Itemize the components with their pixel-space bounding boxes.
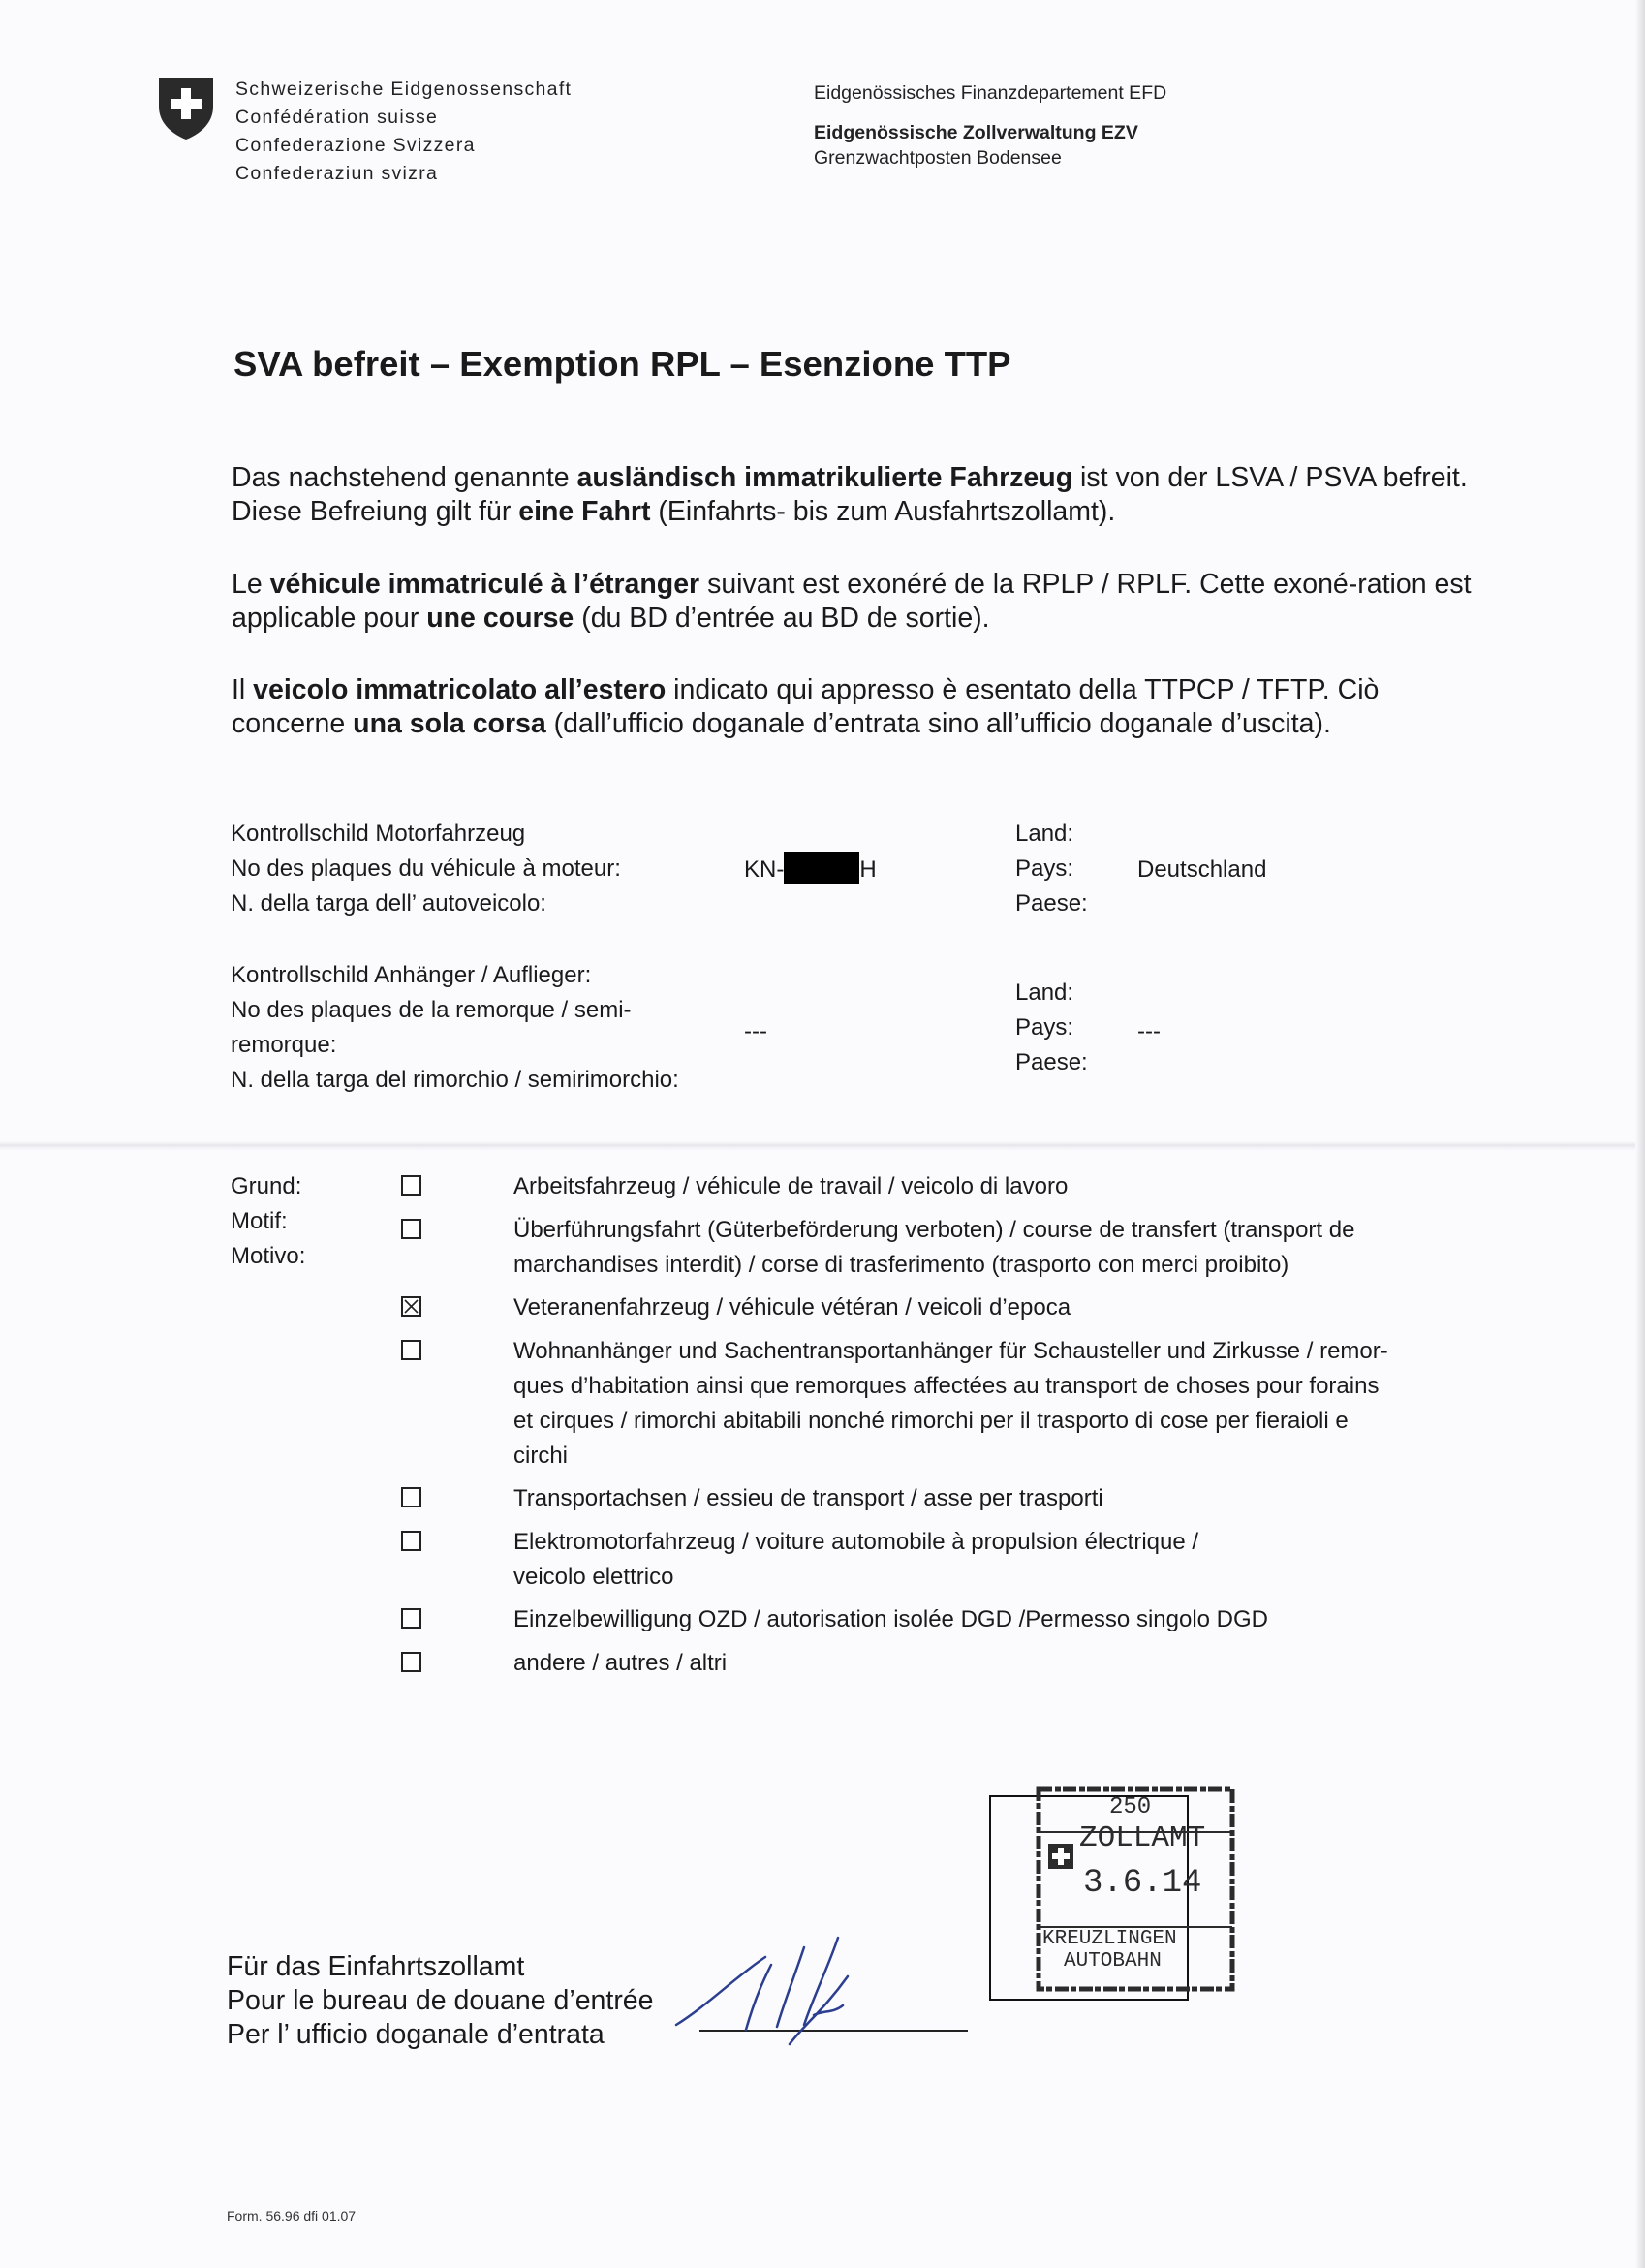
page-title: SVA befreit – Exemption RPL – Esenzione TTP bbox=[233, 344, 1011, 384]
paper-fold bbox=[0, 1141, 1645, 1151]
checkbox[interactable] bbox=[401, 1608, 421, 1629]
confederation-de: Schweizerische Eidgenossenschaft bbox=[235, 78, 573, 100]
stamp-place-line-2: AUTOBAHN bbox=[1064, 1950, 1162, 1973]
form-number: Form. 56.96 dfi 01.07 bbox=[227, 2208, 357, 2223]
paragraph-de-text-2: ist von der LSVA / PSVA befreit. Diese Befreiung gilt für bbox=[232, 462, 1468, 527]
country-label-paese: Paese: bbox=[1015, 890, 1088, 917]
trailer-label-de: Kontrollschild Anhänger / Auflieger: bbox=[231, 962, 592, 988]
paragraph-it-bold-2: una sola corsa bbox=[353, 708, 546, 739]
reason-option-label bbox=[513, 1213, 1443, 1283]
redaction-bar bbox=[784, 852, 859, 884]
reason-option-line: Transportachsen / essieu de transport / asse per trasporti bbox=[513, 1485, 1103, 1511]
reason-labels bbox=[231, 1169, 305, 1274]
checkbox[interactable] bbox=[401, 1531, 421, 1551]
paragraph-it-bold-1: veicolo immatricolato all’estero bbox=[253, 674, 667, 705]
reason-option-line: Elektromotorfahrzeug / voiture automobile à propulsion électrique / bbox=[513, 1529, 1199, 1555]
department-block bbox=[814, 79, 1166, 172]
swiss-crest-icon bbox=[156, 74, 216, 141]
trailer-label-fr-1: No des plaques de la remorque / semi- bbox=[231, 997, 632, 1023]
vehicle-label-fr: No des plaques du véhicule à moteur: bbox=[231, 855, 621, 882]
handwritten-signature bbox=[668, 1918, 891, 2054]
vehicle-plate-value bbox=[744, 852, 877, 887]
paragraph-de-text-1: Das nachstehend genannte bbox=[232, 462, 577, 493]
reason-option-label bbox=[513, 1602, 1443, 1637]
country-label-land: Land: bbox=[1015, 821, 1074, 847]
office-name: Grenzwachtposten Bodensee bbox=[814, 147, 1062, 169]
reason-option-label bbox=[513, 1169, 1443, 1204]
reason-option-line: Überführungsfahrt (Güterbeförderung verboten) / course de transfert (transport de bbox=[513, 1217, 1355, 1243]
paragraph-fr-text-3: (du BD d’entrée au BD de sortie). bbox=[574, 603, 990, 634]
paragraph-fr-text-2: suivant est exonéré de la RPLP / RPLF. Cette exoné-ration est applicable pour bbox=[232, 569, 1472, 634]
reason-option-line: marchandises interdit) / corse di trasferimento (trasporto con merci proibito) bbox=[513, 1252, 1289, 1278]
trailer-country-label-land: Land: bbox=[1015, 979, 1074, 1006]
stamp-date: 3.6.14 bbox=[1083, 1865, 1202, 1902]
reason-option-line: ques d’habitation ainsi que remorques affectées au transport de choses pour forains bbox=[513, 1373, 1380, 1399]
vehicle-country-value: Deutschland bbox=[1137, 856, 1267, 883]
plate-suffix: H bbox=[859, 856, 877, 883]
signature-label-it: Per l’ ufficio doganale d’entrata bbox=[227, 2019, 605, 2050]
reason-option-line: Veteranenfahrzeug / véhicule vétéran / veicoli d’epoca bbox=[513, 1294, 1071, 1320]
reason-option-label bbox=[513, 1290, 1443, 1325]
paragraph-fr bbox=[232, 568, 1481, 636]
confederation-names bbox=[235, 76, 572, 188]
checkbox[interactable] bbox=[401, 1340, 421, 1360]
reason-option-line: Einzelbewilligung OZD / autorisation isolée DGD /Permesso singolo DGD bbox=[513, 1606, 1268, 1632]
checkbox[interactable] bbox=[401, 1219, 421, 1239]
reason-option-label bbox=[513, 1481, 1443, 1516]
paragraph-it-text-1: Il bbox=[232, 674, 254, 705]
confederation-fr: Confédération suisse bbox=[235, 107, 439, 128]
vehicle-label-it: N. della targa dell’ autoveicolo: bbox=[231, 890, 546, 917]
paper-edge-shadow bbox=[1635, 0, 1645, 2268]
reason-option-line: circhi bbox=[513, 1443, 569, 1469]
vehicle-country-labels bbox=[1015, 817, 1088, 921]
paragraph-de-bold-2: eine Fahrt bbox=[518, 496, 651, 527]
reason-option-line: Wohnanhänger und Sachentransportanhänger für Schausteller und Zirkusse / remor- bbox=[513, 1338, 1388, 1364]
paragraph-it-text-3: (dall’ufficio doganale d’entrata sino all’ufficio doganale d’uscita). bbox=[545, 708, 1331, 739]
paragraph-it bbox=[232, 673, 1481, 741]
trailer-country-label-paese: Paese: bbox=[1015, 1049, 1088, 1075]
country-label-pays: Pays: bbox=[1015, 855, 1074, 882]
stamp-place-line-1: KREUZLINGEN bbox=[1042, 1928, 1177, 1950]
trailer-country-label-pays: Pays: bbox=[1015, 1014, 1074, 1041]
reason-label-fr: Motif: bbox=[231, 1208, 288, 1234]
checkmark-x-icon bbox=[403, 1298, 419, 1315]
paragraph-fr-text-1: Le bbox=[232, 569, 270, 600]
checkbox[interactable] bbox=[401, 1175, 421, 1196]
reason-option-label bbox=[513, 1646, 1443, 1681]
reason-label-it: Motivo: bbox=[231, 1243, 306, 1269]
reason-option-line: Arbeitsfahrzeug / véhicule de travail / veicolo di lavoro bbox=[513, 1173, 1069, 1199]
signature-block-labels bbox=[227, 1950, 654, 2052]
department-name: Eidgenössisches Finanzdepartement EFD bbox=[814, 82, 1167, 104]
signature-label-de: Für das Einfahrtszollamt bbox=[227, 1951, 525, 1982]
paragraph-fr-bold-1: véhicule immatriculé à l’étranger bbox=[269, 569, 700, 600]
stamp-place bbox=[1042, 1928, 1177, 1973]
checkbox[interactable] bbox=[401, 1487, 421, 1507]
reason-option-line: et cirques / rimorchi abitabili nonché rimorchi per il trasporto di cose per fieraioli e bbox=[513, 1408, 1349, 1434]
reason-option-label bbox=[513, 1525, 1443, 1595]
trailer-country-labels bbox=[1015, 976, 1088, 1080]
vehicle-plate-labels bbox=[231, 817, 621, 921]
stamp-office: ZOLLAMT bbox=[1079, 1821, 1206, 1855]
paragraph-de-bold-1: ausländisch immatrikulierte Fahrzeug bbox=[576, 462, 1073, 493]
plate-prefix: KN- bbox=[744, 856, 785, 883]
trailer-plate-labels bbox=[231, 958, 679, 1098]
administration-name: Eidgenössische Zollverwaltung EZV bbox=[814, 122, 1138, 143]
trailer-country-value: --- bbox=[1137, 1018, 1161, 1044]
reason-option-line: veicolo elettrico bbox=[513, 1564, 674, 1590]
stamp-number: 250 bbox=[1109, 1794, 1152, 1820]
trailer-plate-value: --- bbox=[744, 1018, 767, 1044]
trailer-label-it: N. della targa del rimorchio / semirimorchio: bbox=[231, 1067, 679, 1093]
signature-label-fr: Pour le bureau de douane d’entrée bbox=[227, 1985, 654, 2016]
reason-label-de: Grund: bbox=[231, 1173, 302, 1199]
confederation-rm: Confederaziun svizra bbox=[235, 163, 439, 184]
paragraph-de-text-3: (Einfahrts- bis zum Ausfahrtszollamt). bbox=[650, 496, 1116, 527]
checkbox-checked[interactable] bbox=[401, 1296, 421, 1317]
paragraph-de bbox=[232, 461, 1481, 529]
reason-option-label bbox=[513, 1334, 1443, 1474]
paragraph-fr-bold-2: une course bbox=[426, 603, 574, 634]
confederation-it: Confederazione Svizzera bbox=[235, 135, 476, 156]
reason-option-line: andere / autres / altri bbox=[513, 1650, 728, 1676]
paragraph-it-text-2: indicato qui appresso è esentato della TTPCP / TFTP. Ciò concerne bbox=[232, 674, 1380, 739]
trailer-label-fr-2: remorque: bbox=[231, 1032, 337, 1058]
vehicle-label-de: Kontrollschild Motorfahrzeug bbox=[231, 821, 526, 847]
checkbox[interactable] bbox=[401, 1652, 421, 1672]
